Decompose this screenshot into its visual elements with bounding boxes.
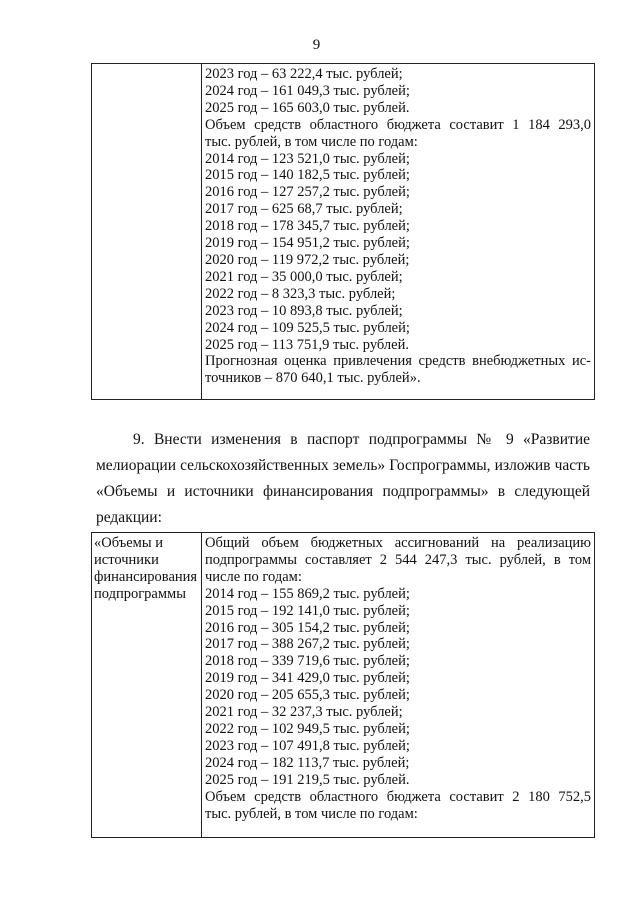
table2-line: 2025 год – 191 219,5 тыс. рублей. [205,771,410,788]
table1-line: 2025 год – 113 751,9 тыс. рублей. [205,336,409,353]
table1-line: 2014 год – 123 521,0 тыс. рублей; [205,150,410,167]
table1-line: 2015 год – 140 182,5 тыс. рублей; [205,167,410,184]
paragraph-line: мелиорации сельскохозяйственных земель» Госпрограммы, изложив часть [96,457,590,474]
amendment-paragraph [96,427,590,531]
table2-line: Общий объем бюджетных ассигнований на реализацию [205,535,591,551]
funding-table-continued [91,63,595,400]
table1-line: 2025 год – 165 603,0 тыс. рублей. [205,99,410,116]
table-row [92,533,595,838]
table1-line: 2021 год – 35 000,0 тыс. рублей; [205,268,403,285]
table1-line: 2016 год – 127 257,2 тыс. рублей; [205,184,410,201]
table1-left-cell [92,64,202,400]
table2-line: 2014 год – 155 869,2 тыс. рублей; [205,585,410,602]
table2-line: подпрограммы составляет 2 544 247,3 тыс. рублей, в том [205,551,591,568]
table2-line: числе по годам: [205,568,302,585]
table2-line: Объем средств областного бюджета составит 2 180 752,5 [205,788,591,805]
table1-line: 2023 год – 63 222,4 тыс. рублей; [205,66,403,82]
table2-label-line: «Объемы и [94,535,163,551]
table1-line: тыс. рублей, в том числе по годам: [205,133,418,150]
table2-label-line: источники [94,551,159,568]
table2-line: 2015 год – 192 141,0 тыс. рублей; [205,602,410,619]
paragraph-line: «Объемы и источники финансирования подпрограммы» в следующей [96,483,590,500]
table2-line: 2018 год – 339 719,6 тыс. рублей; [205,653,410,670]
table2-line: 2021 год – 32 237,3 тыс. рублей; [205,704,403,721]
page-number: 9 [312,37,321,53]
table2-line: 2024 год – 182 113,7 тыс. рублей; [205,754,410,771]
table2-label-line: финансирования [94,568,198,585]
table1-line: 2020 год – 119 972,2 тыс. рублей; [205,251,410,268]
table1-line: 2024 год – 109 525,5 тыс. рублей; [205,319,410,336]
table1-line: 2019 год – 154 951,2 тыс. рублей; [205,235,410,252]
table2-line: 2017 год – 388 267,2 тыс. рублей; [205,636,410,653]
table2-left-cell [92,533,202,838]
funding-table-new [91,532,595,838]
table1-line: Объем средств областного бюджета составит 1 184 293,0 [205,116,591,133]
table1-line: 2018 год – 178 345,7 тыс. рублей; [205,218,410,235]
table2-line: тыс. рублей, в том числе по годам: [205,805,418,822]
table2-line: 2022 год – 102 949,5 тыс. рублей; [205,720,410,737]
table1-line: 2024 год – 161 049,3 тыс. рублей; [205,82,410,99]
table1-line: 2023 год – 10 893,8 тыс. рублей; [205,302,403,319]
table1-line: Прогнозная оценка привлечения средств внебюджетных ис- [205,353,591,370]
table2-line: 2019 год – 341 429,0 тыс. рублей; [205,670,410,687]
table2-line: 2016 год – 305 154,2 тыс. рублей; [205,619,410,636]
table2-right-cell [202,533,595,838]
paragraph-line: 9. Внести изменения в паспорт подпрограммы № 9 «Развитие [133,431,590,448]
table1-line: 2022 год – 8 323,3 тыс. рублей; [205,285,396,302]
table2-line: 2023 год – 107 491,8 тыс. рублей; [205,737,410,754]
table2-label-line: подпрограммы [94,585,186,602]
table1-line: 2017 год – 625 68,7 тыс. рублей; [205,201,403,218]
paragraph-line: редакции: [96,509,162,526]
table2-line: 2020 год – 205 655,3 тыс. рублей; [205,687,410,704]
table1-right-cell [202,64,595,400]
table-row [92,64,595,400]
table1-line: точников – 870 640,1 тыс. рублей». [205,370,421,387]
